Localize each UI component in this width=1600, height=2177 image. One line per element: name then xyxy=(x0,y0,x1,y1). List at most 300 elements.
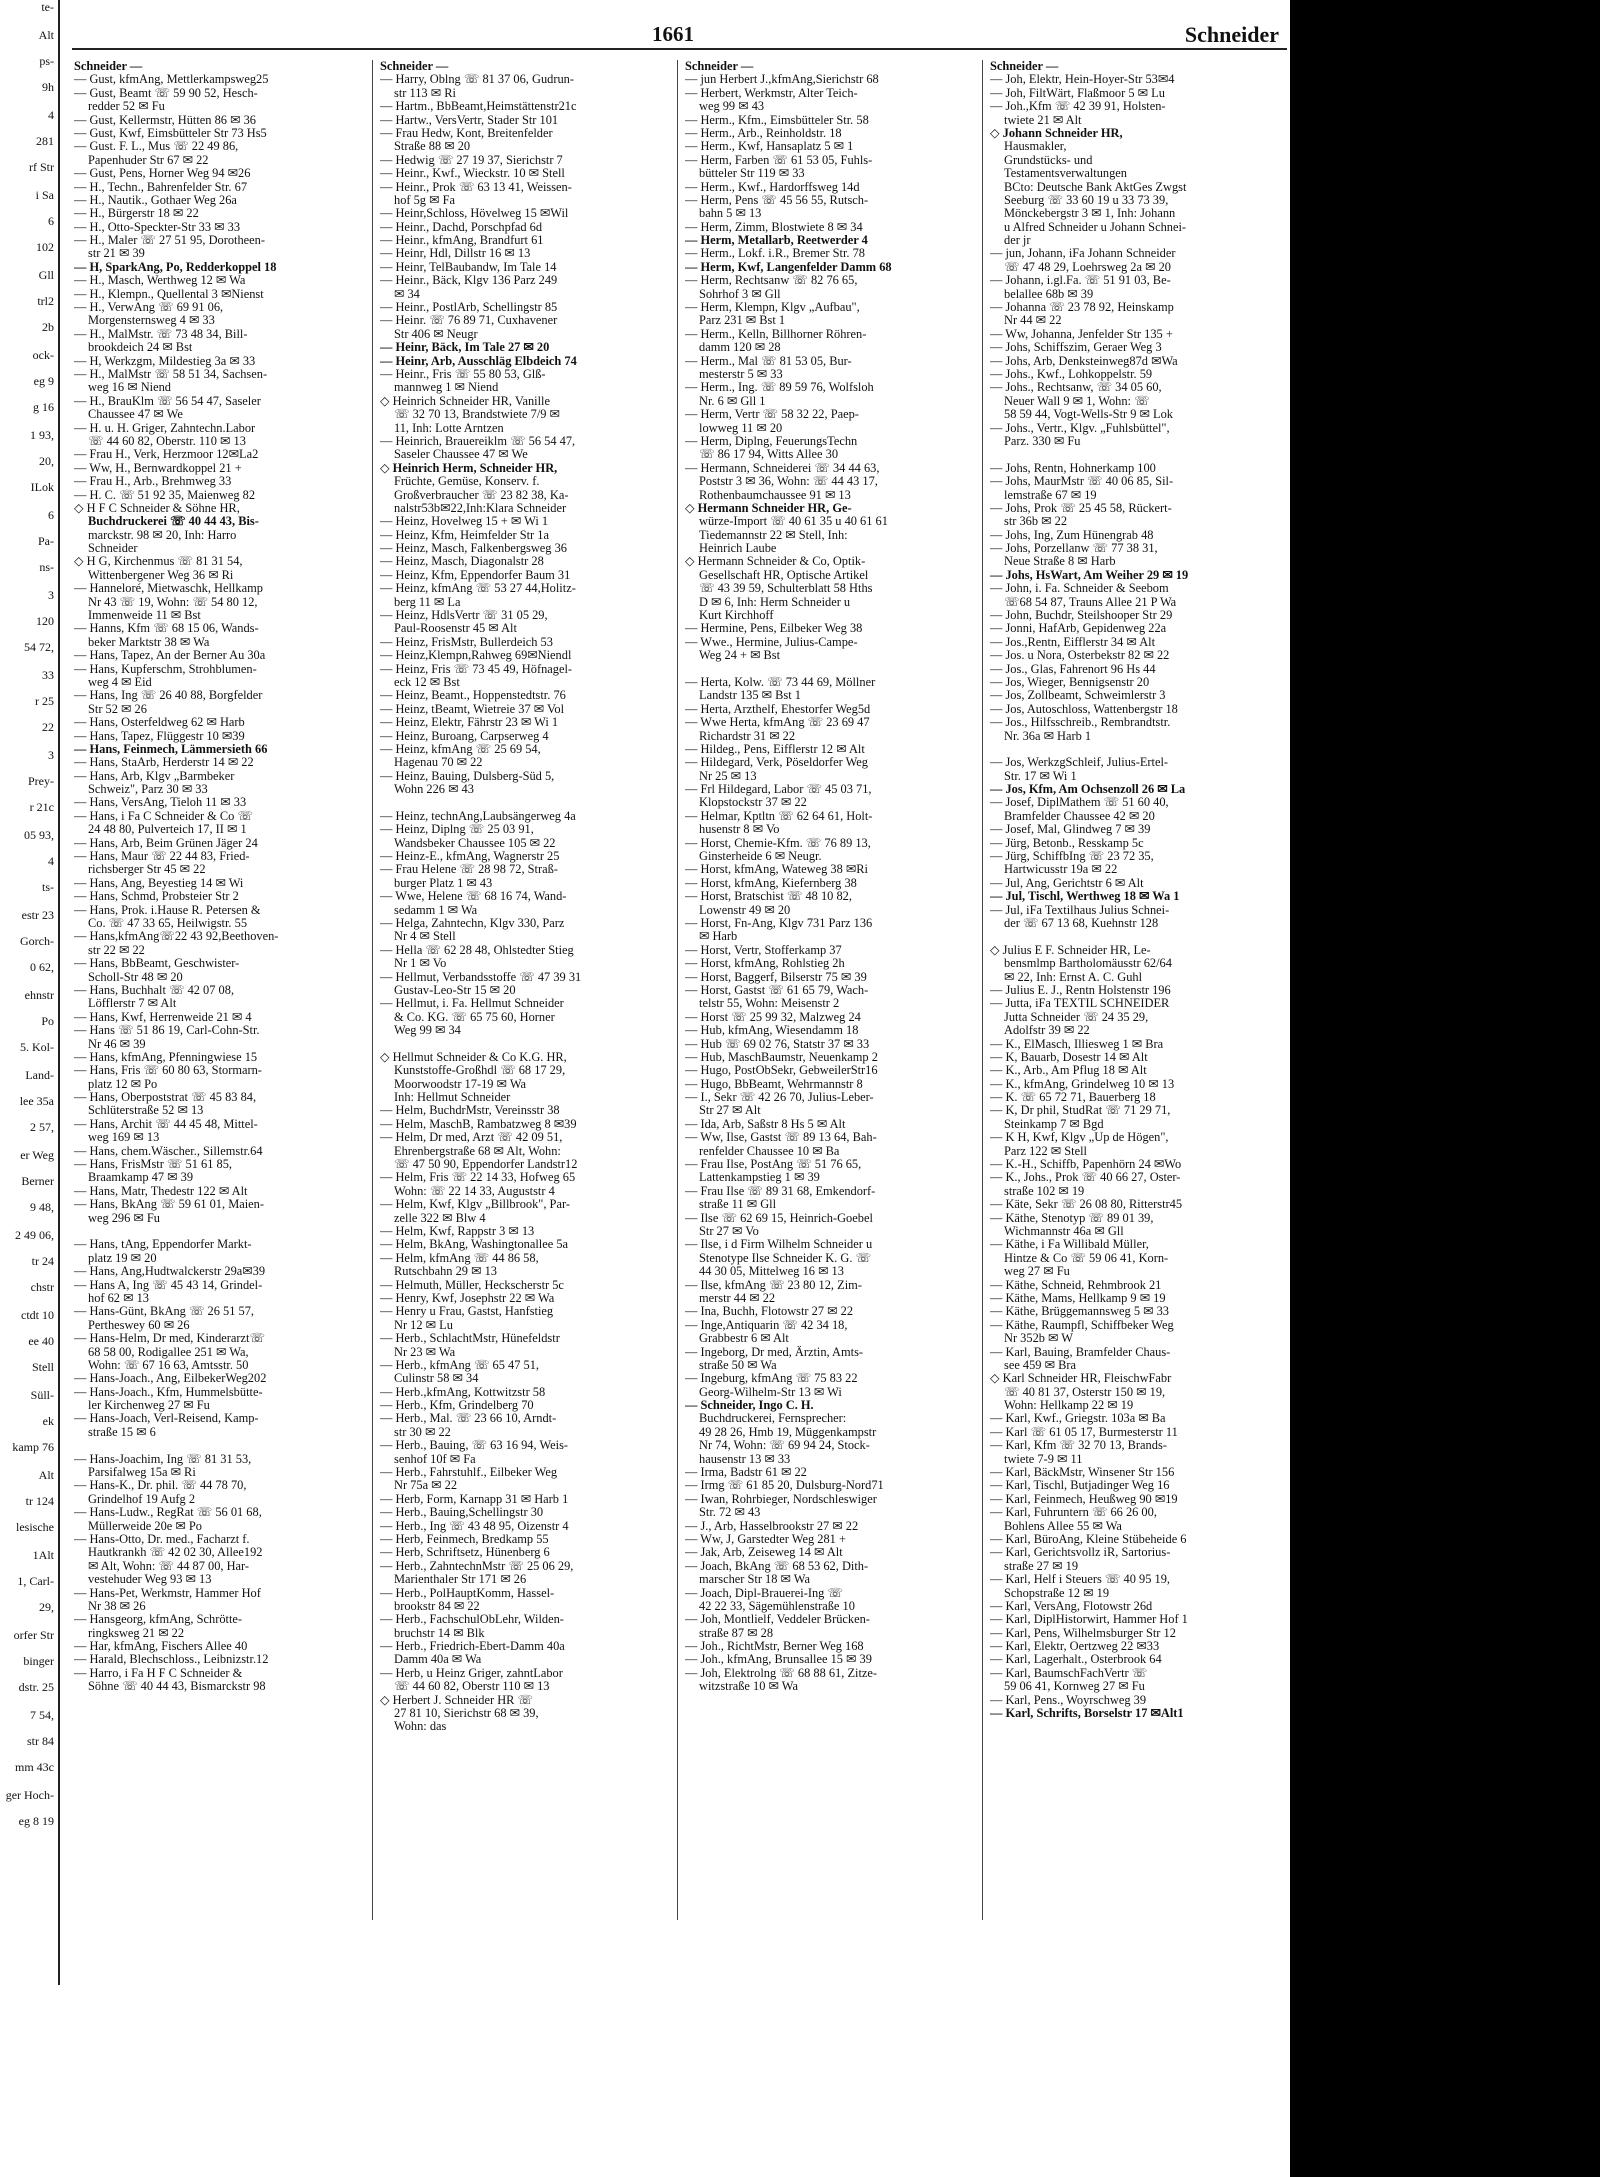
directory-entry: — jun Herbert J.,kfmAng,Sierichstr 68 xyxy=(685,73,879,87)
directory-entry: — Heinz, Kfm, Eppendorfer Baum 31 xyxy=(380,568,571,582)
entry-continuation: Kunststoffe-Großhdl ☏ 68 17 29, xyxy=(394,1064,566,1078)
directory-entry: — Karl, Fuhruntern ☏ 66 26 00, xyxy=(990,1506,1157,1520)
entry-continuation: u Alfred Schneider u Johann Schnei- xyxy=(1004,220,1187,234)
entry-continuation: ☏ 47 48 29, Loehrsweg 2a ✉ 20 xyxy=(1004,260,1171,274)
entry-continuation: ☏ 47 50 90, Eppendorfer Landstr12 xyxy=(394,1158,578,1172)
directory-entry: — Jos. u Nora, Osterbekstr 82 ✉ 22 xyxy=(990,649,1170,663)
directory-entry: — Hans, Buchhalt ☏ 42 07 08, xyxy=(74,983,235,997)
entry-continuation: 68 58 00, Rodigallee 251 ✉ Wa, xyxy=(88,1345,249,1359)
entry-continuation: Parz. 330 ✉ Fu xyxy=(1004,434,1081,448)
entry-continuation: marckstr. 98 ✉ 20, Inh: Harro xyxy=(88,528,237,542)
directory-entry: — K., Arb., Am Pflug 18 ✉ Alt xyxy=(990,1064,1147,1078)
directory-entry: — Ina, Buchh, Flotowstr 27 ✉ 22 xyxy=(685,1305,854,1319)
directory-entry: — Joach, BkAng ☏ 68 53 62, Dith- xyxy=(685,1559,869,1573)
entry-continuation: Nr 44 ✉ 22 xyxy=(1004,314,1062,328)
directory-entry: — H., Techn., Bahrenfelder Str. 67 xyxy=(74,180,248,194)
directory-entry: — Hans, i Fa C Schneider & Co ☏ xyxy=(74,809,253,823)
entry-continuation: eck 12 ✉ Bst xyxy=(394,675,460,689)
directory-entry: — Hans, kfmAng, Pfenningwiese 15 xyxy=(74,1050,258,1064)
directory-entry: — Hans, VersAng, Tieloh 11 ✉ 33 xyxy=(74,796,247,810)
column-1 xyxy=(74,60,364,1694)
entry-continuation: Nr 12 ✉ Lu xyxy=(394,1318,453,1332)
directory-entry: — Frau H., Arb., Brehmweg 33 xyxy=(74,475,232,489)
entry-continuation: ler Kirchenweg 27 ✉ Fu xyxy=(88,1399,210,1413)
directory-entry: — H., MalMstr ☏ 58 51 34, Sachsen- xyxy=(74,367,268,381)
directory-entry: — Jos, WerkzgSchleif, Julius-Ertel- xyxy=(990,756,1169,770)
previous-page-fragment: trl2 xyxy=(37,294,54,308)
entry-continuation: 42 22 33, Sägemühlenstraße 10 xyxy=(699,1599,855,1613)
directory-entry: — Heinz, Diplng ☏ 25 03 91, xyxy=(380,823,534,837)
entry-continuation: Culinstr 58 ✉ 34 xyxy=(394,1372,479,1386)
directory-entry: — Karl, Kwf., Griegstr. 103a ✉ Ba xyxy=(990,1412,1166,1426)
directory-entry: — Frl Hildegard, Labor ☏ 45 03 71, xyxy=(685,783,872,797)
directory-entry: — Hans-Otto, Dr. med., Facharzt f. xyxy=(74,1532,250,1546)
entry-continuation: Nr 1 ✉ Vo xyxy=(394,957,447,971)
directory-entry: ◇ H F C Schneider & Söhne HR, xyxy=(74,501,240,515)
directory-entry: — Hans, Feinmech, Lämmersieth 66 xyxy=(74,742,268,756)
entry-continuation: Wichmannstr 46a ✉ Gll xyxy=(1004,1224,1124,1238)
directory-entry: — Hans, Oberpoststrat ☏ 45 83 84, xyxy=(74,1091,257,1105)
previous-page-fragment: 3 xyxy=(48,588,54,602)
directory-entry: — Karl, Kfm ☏ 32 70 13, Brands- xyxy=(990,1439,1167,1453)
previous-page-fragment: 120 xyxy=(36,614,54,628)
entry-continuation: ☏ 86 17 94, Witts Allee 30 xyxy=(699,448,839,462)
directory-entry: — Hugo, BbBeamt, Wehrmannstr 8 xyxy=(685,1077,863,1091)
directory-entry: — Jürg, SchiffbIng ☏ 23 72 35, xyxy=(990,850,1154,864)
previous-page-fragment: Alt xyxy=(38,1468,54,1482)
directory-entry: — Johs, Porzellanw ☏ 77 38 31, xyxy=(990,542,1158,556)
directory-entry: — H. u. H. Griger, Zahntechn.Labor xyxy=(74,421,256,435)
entry-continuation: Paul-Roosenstr 45 ✉ Alt xyxy=(394,622,517,636)
column-heading: Schneider — xyxy=(990,60,1059,73)
directory-entry: — Hans,kfmAng☏22 43 92,Beethoven- xyxy=(74,930,279,944)
entry-continuation: see 459 ✉ Bra xyxy=(1004,1358,1076,1372)
directory-entry: — Karl, Elektr, Oertzweg 22 ✉33 xyxy=(990,1640,1160,1654)
previous-page-fragment: 2 57, xyxy=(30,1120,54,1134)
entry-continuation: Jutta Schneider ☏ 24 35 29, xyxy=(1004,1010,1149,1024)
column-divider xyxy=(982,60,983,1920)
entry-continuation: str 22 ✉ 22 xyxy=(88,943,145,957)
previous-page-fragment: 9 48, xyxy=(30,1200,54,1214)
entry-continuation: der ☏ 67 13 68, Kuehnstr 128 xyxy=(1004,917,1159,930)
entry-continuation: mannweg 1 ✉ Niend xyxy=(394,381,499,395)
directory-entry: — Gust, kfmAng, Mettlerkampsweg25 xyxy=(74,73,269,87)
directory-entry: — Ilse, kfmAng ☏ 23 80 12, Zim- xyxy=(685,1278,862,1292)
directory-entry: — Ww, Ilse, Gastst ☏ 89 13 64, Bah- xyxy=(685,1131,877,1145)
directory-entry: — Gust, Kellermstr, Hütten 86 ✉ 36 xyxy=(74,113,256,127)
directory-entry: — Karl, Lagerhalt., Osterbrook 64 xyxy=(990,1653,1162,1667)
directory-entry: — Johs, HsWart, Am Weiher 29 ✉ 19 xyxy=(990,568,1189,582)
directory-entry: — Harro, i Fa H F C Schneider & xyxy=(74,1666,243,1680)
entry-continuation: damm 120 ✉ 28 xyxy=(699,341,781,355)
directory-entry: — Helm, Dr med, Arzt ☏ 42 09 51, xyxy=(380,1131,563,1145)
directory-entry: — Herb., kfmAng ☏ 65 47 51, xyxy=(380,1358,540,1372)
entry-continuation: Grundstücks- und xyxy=(1004,153,1093,167)
directory-entry: — Joach, Dipl-Brauerei-Ing ☏ xyxy=(685,1586,843,1600)
entry-continuation: berg 11 ✉ La xyxy=(394,595,461,609)
directory-entry: — Hartw., VersVertr, Stader Str 101 xyxy=(380,113,559,127)
entry-continuation: beker Marktstr 38 ✉ Wa xyxy=(88,635,210,649)
directory-entry: — Hans, Ang,Hudtwalckerstr 29a✉39 xyxy=(74,1265,266,1279)
directory-entry: — Hans, StaArb, Herderstr 14 ✉ 22 xyxy=(74,756,254,770)
column-2 xyxy=(380,60,670,1734)
page-header xyxy=(72,14,1287,48)
directory-entry: — Inge,Antiquarin ☏ 42 34 18, xyxy=(685,1318,848,1332)
previous-page-fragment: 0 62, xyxy=(30,960,54,974)
directory-entry: — Helm, BkAng, Washingtonallee 5a xyxy=(380,1238,569,1252)
directory-entry: — H. C. ☏ 51 92 35, Maienweg 82 xyxy=(74,488,256,502)
directory-entry: — Helmar, Kptltn ☏ 62 64 61, Holt- xyxy=(685,809,873,823)
directory-entry: — Jul, Tischl, Werthweg 18 ✉ Wa 1 xyxy=(990,890,1180,904)
entry-continuation: Nr 25 ✉ 13 xyxy=(699,769,757,783)
entry-continuation: D ✉ 6, Inh: Herm Schneider u xyxy=(699,595,851,609)
directory-entry: — Jos., Glas, Fahrenort 96 Hs 44 xyxy=(990,662,1156,676)
directory-entry: — Joh, FiltWärt, Flaßmoor 5 ✉ Lu xyxy=(990,86,1165,100)
directory-entry: — Joh., RichtMstr, Berner Weg 168 xyxy=(685,1640,864,1654)
previous-page-fragment: Land- xyxy=(25,1068,54,1082)
entry-continuation: Früchte, Gemüse, Konserv. f. xyxy=(394,475,540,489)
directory-entry: — Julius E. J., Rentn Holstenstr 196 xyxy=(990,983,1171,997)
entry-continuation: Heinrich Laube xyxy=(699,542,777,556)
directory-entry: — K, Bauarb, Dosestr 14 ✉ Alt xyxy=(990,1050,1148,1064)
previous-page-fragment: 20, xyxy=(39,454,54,468)
directory-entry: — Herm, Klempn, Klgv „Aufbau", xyxy=(685,301,860,315)
directory-entry: — Hansgeorg, kfmAng, Schrötte- xyxy=(74,1613,243,1627)
directory-entry: — Jul, iFa Textilhaus Julius Schnei- xyxy=(990,903,1170,917)
entry-continuation: 58 59 44, Vogt-Wells-Str 9 ✉ Lok xyxy=(1004,408,1173,422)
directory-entry: — H., Bürgerstr 18 ✉ 22 xyxy=(74,207,199,221)
previous-page-fragment: 4 xyxy=(48,108,54,122)
directory-entry: — Hans, Matr, Thedestr 122 ✉ Alt xyxy=(74,1184,248,1198)
previous-page-fragment: eg 8 19 xyxy=(18,1814,54,1828)
directory-entry: — Herm., Mal ☏ 81 53 05, Bur- xyxy=(685,354,852,368)
entry-continuation: Schlüterstraße 52 ✉ 13 xyxy=(88,1104,204,1118)
entry-continuation: Neue Straße 8 ✉ Harb xyxy=(1004,555,1116,569)
column-4 xyxy=(990,60,1280,1720)
directory-entry: — Herb, Feinmech, Bredkamp 55 xyxy=(380,1532,549,1546)
directory-entry: — Heinr, Arb, Ausschläg Elbdeich 74 xyxy=(380,354,577,368)
directory-entry: — Har, kfmAng, Fischers Allee 40 xyxy=(74,1640,248,1654)
directory-entry: — Joh.,Kfm ☏ 42 39 91, Holsten- xyxy=(990,100,1166,114)
entry-continuation: Pertheswey 60 ✉ 26 xyxy=(88,1318,190,1332)
entry-continuation: Scholl-Str 48 ✉ 20 xyxy=(88,970,183,984)
entry-continuation: ☏ 40 81 37, Osterstr 150 ✉ 19, xyxy=(1004,1385,1166,1399)
entry-continuation: brookstr 84 ✉ 22 xyxy=(394,1599,480,1613)
directory-entry: — Karl, BüroAng, Kleine Stübeheide 6 xyxy=(990,1532,1187,1546)
directory-entry: — Hans, Kwf, Herrenweide 21 ✉ 4 xyxy=(74,1010,252,1024)
directory-entry: — Heinr, TelBaubandw, Im Tale 14 xyxy=(380,260,557,274)
directory-entry: — Henry, Kwf, Josephstr 22 ✉ Wa xyxy=(380,1291,555,1305)
directory-entry: — Herm, Diplng, FeuerungsTechn xyxy=(685,434,858,448)
directory-entry: — J., Arb, Hasselbrookstr 27 ✉ 22 xyxy=(685,1519,859,1533)
directory-entry: — Karl, Helf i Steuers ☏ 40 95 19, xyxy=(990,1573,1170,1587)
directory-entry: — Herbert, Werkmstr, Alter Teich- xyxy=(685,86,858,100)
entry-continuation: 27 81 10, Sierichstr 68 ✉ 39, xyxy=(394,1707,539,1721)
previous-page-fragment: ek xyxy=(42,1414,54,1428)
directory-entry: — Ww, H., Bernwardkoppel 21 + xyxy=(74,461,242,475)
entry-continuation: Landstr 135 ✉ Bst 1 xyxy=(699,689,801,703)
entry-continuation: marscher Str 18 ✉ Wa xyxy=(699,1573,811,1587)
previous-page-fragment: kamp 76 xyxy=(12,1440,54,1454)
previous-page-fragment: 9h xyxy=(42,80,54,94)
entry-continuation: lemstraße 67 ✉ 19 xyxy=(1004,488,1097,502)
directory-entry xyxy=(685,663,975,676)
entry-continuation: Nr 75a ✉ 22 xyxy=(394,1479,458,1493)
entry-continuation: Weg 24 + ✉ Bst xyxy=(699,649,781,663)
entry-continuation: 59 06 41, Kornweg 27 ✉ Fu xyxy=(1004,1680,1145,1694)
directory-entry: — Hans, Kupferschm, Strohblumen- xyxy=(74,662,257,676)
directory-entry: — Herm, Pens ☏ 45 56 55, Rutsch- xyxy=(685,193,869,207)
directory-entry: — Helmuth, Müller, Heckscherstr 5c xyxy=(380,1278,564,1292)
directory-entry: — Herm., Ing. ☏ 89 59 76, Wolfsloh xyxy=(685,381,874,395)
entry-continuation: Nr 74, Wohn: ☏ 69 94 24, Stock- xyxy=(699,1439,870,1453)
previous-page-fragment: binger xyxy=(23,1654,54,1668)
entry-continuation: Immenweide 11 ✉ Bst xyxy=(88,609,201,623)
entry-continuation: Wohn: Hellkamp 22 ✉ 19 xyxy=(1004,1399,1134,1413)
entry-continuation: Parsifalweg 15a ✉ Ri xyxy=(88,1466,196,1480)
entry-continuation: Wittenbergener Weg 36 ✉ Ri xyxy=(88,568,234,582)
directory-entry: — Wwe., Hermine, Julius-Campe- xyxy=(685,635,858,649)
directory-entry: — Jos, Kfm, Am Ochsenzoll 26 ✉ La xyxy=(990,783,1186,797)
directory-entry: — Johs., Vertr., Klgv. „Fuhlsbüttel", xyxy=(990,421,1170,435)
entry-continuation: Poststr 3 ✉ 36, Wohn: ☏ 44 43 17, xyxy=(699,475,878,489)
directory-entry: — Karl, Pens., Woyrschweg 39 xyxy=(990,1693,1147,1707)
previous-page-fragment: 281 xyxy=(36,134,54,148)
directory-entry: — K, Dr phil, StudRat ☏ 71 29 71, xyxy=(990,1104,1171,1118)
directory-entry: — Hans-K., Dr. phil. ☏ 44 78 70, xyxy=(74,1479,247,1493)
entry-continuation: weg 296 ✉ Fu xyxy=(88,1211,160,1225)
previous-page-fragment: tr 24 xyxy=(31,1254,54,1268)
entry-continuation: Nr 46 ✉ 39 xyxy=(88,1037,146,1051)
directory-entry xyxy=(990,448,1280,461)
previous-page-fragment: 6 xyxy=(48,508,54,522)
directory-entry: — Herm., Kwf., Hardorffsweg 14d xyxy=(685,180,860,194)
directory-entry: — H., MalMstr. ☏ 73 48 34, Bill- xyxy=(74,327,248,341)
entry-continuation: Nr 23 ✉ Wa xyxy=(394,1345,456,1359)
directory-entry: — Herm, Farben ☏ 61 53 05, Fuhls- xyxy=(685,153,873,167)
column-heading: Schneider — xyxy=(380,60,449,73)
entry-continuation: Str 27 ✉ Vo xyxy=(699,1224,759,1238)
previous-page-fragment: Süll- xyxy=(30,1388,54,1402)
directory-entry: — Jürg, Betonb., Resskamp 5c xyxy=(990,836,1144,850)
previous-page-fragment: ock- xyxy=(32,348,54,362)
entry-continuation: würze-Import ☏ 40 61 35 u 40 61 61 xyxy=(699,515,888,529)
entry-continuation: Bohlens Allee 55 ✉ Wa xyxy=(1004,1519,1122,1533)
entry-continuation: 44 30 05, Mittelweg 16 ✉ 13 xyxy=(699,1265,844,1279)
entry-continuation: zelle 322 ✉ Blw 4 xyxy=(394,1211,486,1225)
directory-entry: — Hans, Schmd, Probsteier Str 2 xyxy=(74,890,239,904)
entry-continuation: Hintze & Co ☏ 59 06 41, Korn- xyxy=(1004,1251,1169,1265)
entry-continuation: straße 15 ✉ 6 xyxy=(88,1425,156,1439)
previous-page-fragment: tr 124 xyxy=(25,1494,54,1508)
directory-entry: ◇ Hermann Schneider & Co, Optik- xyxy=(685,555,866,569)
entry-continuation: husenstr 8 ✉ Vo xyxy=(699,823,780,837)
directory-entry: — Herb.,kfmAng, Kottwitzstr 58 xyxy=(380,1385,546,1399)
previous-page-fragment: Prey- xyxy=(28,774,54,788)
entry-continuation: weg 169 ✉ 13 xyxy=(88,1131,160,1145)
previous-page-fragment: ee 40 xyxy=(28,1334,54,1348)
directory-entry: — Karl ☏ 61 05 17, Burmesterstr 11 xyxy=(990,1425,1178,1439)
directory-entry: — Schneider, Ingo C. H. xyxy=(685,1399,814,1413)
directory-entry: — Herm, Metallarb, Reetwerder 4 xyxy=(685,234,868,248)
entry-continuation: Morgensternsweg 4 ✉ 33 xyxy=(88,314,215,328)
previous-page-fragment: 1Alt xyxy=(32,1548,54,1562)
directory-entry: — Hermann, Schneiderei ☏ 34 44 63, xyxy=(685,461,880,475)
previous-page-fragment: 4 xyxy=(48,854,54,868)
directory-entry: — Heinz, Fris ☏ 73 45 49, Höfnagel- xyxy=(380,662,573,676)
entry-continuation: ✉ 34 xyxy=(394,287,420,301)
entry-continuation: Nr. 36a ✉ Harb 1 xyxy=(1004,729,1092,743)
directory-entry: — Karl, Pens, Wilhelmsburger Str 12 xyxy=(990,1626,1176,1640)
directory-entry: — Heinz, Kfm, Heimfelder Str 1a xyxy=(380,528,549,542)
entry-continuation: Wohn: ☏ 22 14 33, Auguststr 4 xyxy=(394,1184,555,1198)
directory-entry: — Heinz, Bauing, Dulsberg-Süd 5, xyxy=(380,769,555,783)
entry-continuation: Schneider xyxy=(88,542,138,556)
entry-continuation: Nr 4 ✉ Stell xyxy=(394,930,456,944)
entry-continuation: ✉ Alt, Wohn: ☏ 44 87 00, Har- xyxy=(88,1559,250,1573)
directory-entry: — Herb., PolHauptKomm, Hassel- xyxy=(380,1586,555,1600)
directory-entry: — Karl, BäckMstr, Winsener Str 156 xyxy=(990,1466,1175,1480)
directory-entry: ◇ Johann Schneider HR, xyxy=(990,126,1123,140)
directory-entry: — Hans A, Ing ☏ 45 43 14, Grindel- xyxy=(74,1278,263,1292)
entry-continuation: mesterstr 5 ✉ 33 xyxy=(699,367,783,381)
directory-entry: — Harald, Blechschloss., Leibnizstr.12 xyxy=(74,1653,269,1667)
directory-entry: ◇ H G, Kirchenmus ☏ 81 31 54, xyxy=(74,555,243,569)
directory-entry: — Heinr., Dachd, Porschpfad 6d xyxy=(380,220,543,234)
entry-continuation: Damm 40a ✉ Wa xyxy=(394,1653,482,1667)
directory-entry: — Herm, Rechtsanw ☏ 82 76 65, xyxy=(685,274,858,288)
directory-entry: ◇ Heinrich Schneider HR, Vanille xyxy=(380,394,550,408)
entry-continuation: Hartwicusstr 19a ✉ 22 xyxy=(1004,863,1118,877)
entry-continuation: Schweiz", Parz 30 ✉ 33 xyxy=(88,783,208,797)
entry-continuation: der jr xyxy=(1004,234,1031,248)
directory-entry xyxy=(380,796,670,809)
entry-continuation: twiete 21 ✉ Alt xyxy=(1004,113,1082,127)
entry-continuation: str 36b ✉ 22 xyxy=(1004,515,1068,529)
previous-page-fragment: 05 93, xyxy=(24,828,54,842)
entry-continuation: ☏ 32 70 13, Brandstwiete 7/9 ✉ xyxy=(394,408,560,422)
directory-entry: — Helm, Kwf, Rappstr 3 ✉ 13 xyxy=(380,1224,535,1238)
entry-continuation: Richardstr 31 ✉ 22 xyxy=(699,729,796,743)
directory-entry: — Hans-Ludw., RegRat ☏ 56 01 68, xyxy=(74,1506,262,1520)
entry-continuation: bruchstr 14 ✉ Blk xyxy=(394,1626,485,1640)
directory-entry: — K. ☏ 65 72 71, Bauerberg 18 xyxy=(990,1091,1156,1105)
entry-continuation: weg 4 ✉ Eid xyxy=(88,675,152,689)
directory-entry: — Horst, Baggerf, Bilserstr 75 ✉ 39 xyxy=(685,970,867,984)
entry-continuation: bütteler Str 119 ✉ 33 xyxy=(699,167,805,181)
previous-page-fragment: 29, xyxy=(39,1600,54,1614)
directory-entry: — Herm., Lokf. i.R., Bremer Str. 78 xyxy=(685,247,865,261)
entry-continuation: str 113 ✉ Ri xyxy=(394,86,456,100)
directory-entry: — Johs., Rechtsanw, ☏ 34 05 60, xyxy=(990,381,1162,395)
entry-continuation: Braamkamp 47 ✉ 39 xyxy=(88,1171,194,1185)
entry-continuation: renfelder Chaussee 10 ✉ Ba xyxy=(699,1144,840,1158)
previous-page-fragment: 7 54, xyxy=(30,1708,54,1722)
entry-continuation: richsberger Str 45 ✉ 22 xyxy=(88,863,206,877)
directory-entry: — Herm., Kelln, Billhorner Röhren- xyxy=(685,327,867,341)
directory-entry: — Hans-Joachim, Ing ☏ 81 31 53, xyxy=(74,1452,252,1466)
header-rule xyxy=(72,48,1287,50)
directory-entry: — Horst, Bratschist ☏ 48 10 82, xyxy=(685,890,852,904)
directory-entry: ◇ Karl Schneider HR, FleischwFabr xyxy=(990,1372,1172,1386)
directory-entry: — Karl, Bauing, Bramfelder Chaus- xyxy=(990,1345,1171,1359)
previous-page-edge xyxy=(0,0,60,1985)
directory-entry: — Hans-Joach., Ang, EilbekerWeg202 xyxy=(74,1372,267,1386)
entry-continuation: weg 16 ✉ Niend xyxy=(88,381,171,395)
directory-entry: — Johs, Rentn, Hohnerkamp 100 xyxy=(990,461,1156,475)
scan-border xyxy=(1290,0,1600,2177)
directory-entry: — Ingeborg, Dr med, Ärztin, Amts- xyxy=(685,1345,864,1359)
directory-entry: — John, i. Fa. Schneider & Seebom xyxy=(990,582,1169,596)
directory-entry: — K., Johs., Prok ☏ 40 66 27, Oster- xyxy=(990,1171,1181,1185)
previous-page-fragment: 6 xyxy=(48,214,54,228)
directory-entry: — Karl, DiplHistorwirt, Hammer Hof 1 xyxy=(990,1613,1188,1627)
entry-continuation: bahn 5 ✉ 13 xyxy=(699,207,762,221)
directory-entry: — Josef, Mal, Glindweg 7 ✉ 39 xyxy=(990,823,1151,837)
directory-entry: — Heinz, technAng,Laubsängerweg 4a xyxy=(380,809,576,823)
entry-continuation: ☏ 44 60 82, Oberstr 110 ✉ 13 xyxy=(394,1680,550,1694)
directory-entry: — Helm, MaschB, Rambatzweg 8 ✉39 xyxy=(380,1117,577,1131)
entry-continuation: nalstr53b✉22,Inh:Klara Schneider xyxy=(394,501,567,515)
directory-entry: — H., BrauKlm ☏ 56 54 47, Saseler xyxy=(74,394,261,408)
directory-entry: — Johs, Prok ☏ 25 45 58, Rückert- xyxy=(990,501,1172,515)
entry-continuation: Rothenbaumchaussee 91 ✉ 13 xyxy=(699,488,851,502)
directory-entry: — Hella ☏ 62 28 48, Ohlstedter Stieg xyxy=(380,943,574,957)
directory-entry: — Käthe, Mams, Hellkamp 9 ✉ 19 xyxy=(990,1291,1166,1305)
entry-continuation: straße 50 ✉ Wa xyxy=(699,1358,777,1372)
entry-continuation: BCto: Deutsche Bank AktGes Zwgst xyxy=(1004,180,1187,194)
directory-entry: — Horst, Vertr, Stofferkamp 37 xyxy=(685,943,842,957)
directory-entry: — Frau H., Verk, Herzmoor 12✉La2 xyxy=(74,448,259,462)
previous-page-fragment: orfer Str xyxy=(13,1628,54,1642)
entry-continuation: Buchdruckerei, Fernsprecher: xyxy=(699,1412,847,1426)
directory-entry: — Horst, kfmAng, Kiefernberg 38 xyxy=(685,876,857,890)
entry-continuation: ✉ 22, Inh: Ernst A. C. Guhl xyxy=(1004,970,1143,984)
entry-continuation: & Co. KG. ☏ 65 75 60, Horner xyxy=(394,1010,555,1024)
entry-continuation: sedamm 1 ✉ Wa xyxy=(394,903,478,917)
previous-page-fragment: 33 xyxy=(42,668,54,682)
directory-entry: — Herm, Vertr ☏ 58 32 22, Paep- xyxy=(685,408,859,422)
entry-continuation: hausenstr 13 ✉ 33 xyxy=(699,1452,791,1466)
directory-entry: — Hub, kfmAng, Wiesendamm 18 xyxy=(685,1024,859,1038)
directory-entry: ◇ Herbert J. Schneider HR ☏ xyxy=(380,1693,534,1707)
directory-entry: — John, Buchdr, Steilshooper Str 29 xyxy=(990,609,1173,623)
entry-continuation: telstr 55, Wohn: Meisenstr 2 xyxy=(699,997,840,1011)
directory-entry: — Irma, Badstr 61 ✉ 22 xyxy=(685,1466,807,1480)
directory-entry: — Käthe, Raumpfl, Schiffbeker Weg xyxy=(990,1318,1174,1332)
directory-entry: — Jul, Ang, Gerichtstr 6 ✉ Alt xyxy=(990,876,1144,890)
directory-entry: — H, SparkAng, Po, Redderkoppel 18 xyxy=(74,260,277,274)
previous-page-fragment: str 84 xyxy=(27,1734,54,1748)
entry-continuation: Stenotype Ilse Schneider K. G. ☏ xyxy=(699,1251,872,1265)
entry-continuation: witzstraße 10 ✉ Wa xyxy=(699,1680,798,1694)
column-divider xyxy=(372,60,373,1920)
entry-continuation: Lowenstr 49 ✉ 20 xyxy=(699,903,791,917)
entry-continuation: redder 52 ✉ Fu xyxy=(88,100,165,114)
directory-entry: — Heinz-E., kfmAng, Wagnerstr 25 xyxy=(380,850,560,864)
directory-entry: — Hans, Ing ☏ 26 40 88, Borgfelder xyxy=(74,689,263,703)
directory-entry: — Ida, Arb, Saßstr 8 Hs 5 ✉ Alt xyxy=(685,1117,846,1131)
directory-entry: — H., Masch, Werthweg 12 ✉ Wa xyxy=(74,274,246,288)
directory-entry: — Herb., SchlachtMstr, Hünefeldstr xyxy=(380,1332,560,1346)
column-heading: Schneider — xyxy=(685,60,754,73)
directory-entry: — Wwe, Helene ☏ 68 16 74, Wand- xyxy=(380,890,567,904)
entry-continuation: twiete 7-9 ✉ 11 xyxy=(1004,1452,1083,1466)
entry-continuation: Adolfstr 39 ✉ 22 xyxy=(1004,1024,1090,1038)
entry-continuation: weg 99 ✉ 43 xyxy=(699,100,765,114)
entry-continuation: Str 406 ✉ Neugr xyxy=(394,327,478,341)
previous-page-fragment: lesische xyxy=(16,1520,54,1534)
